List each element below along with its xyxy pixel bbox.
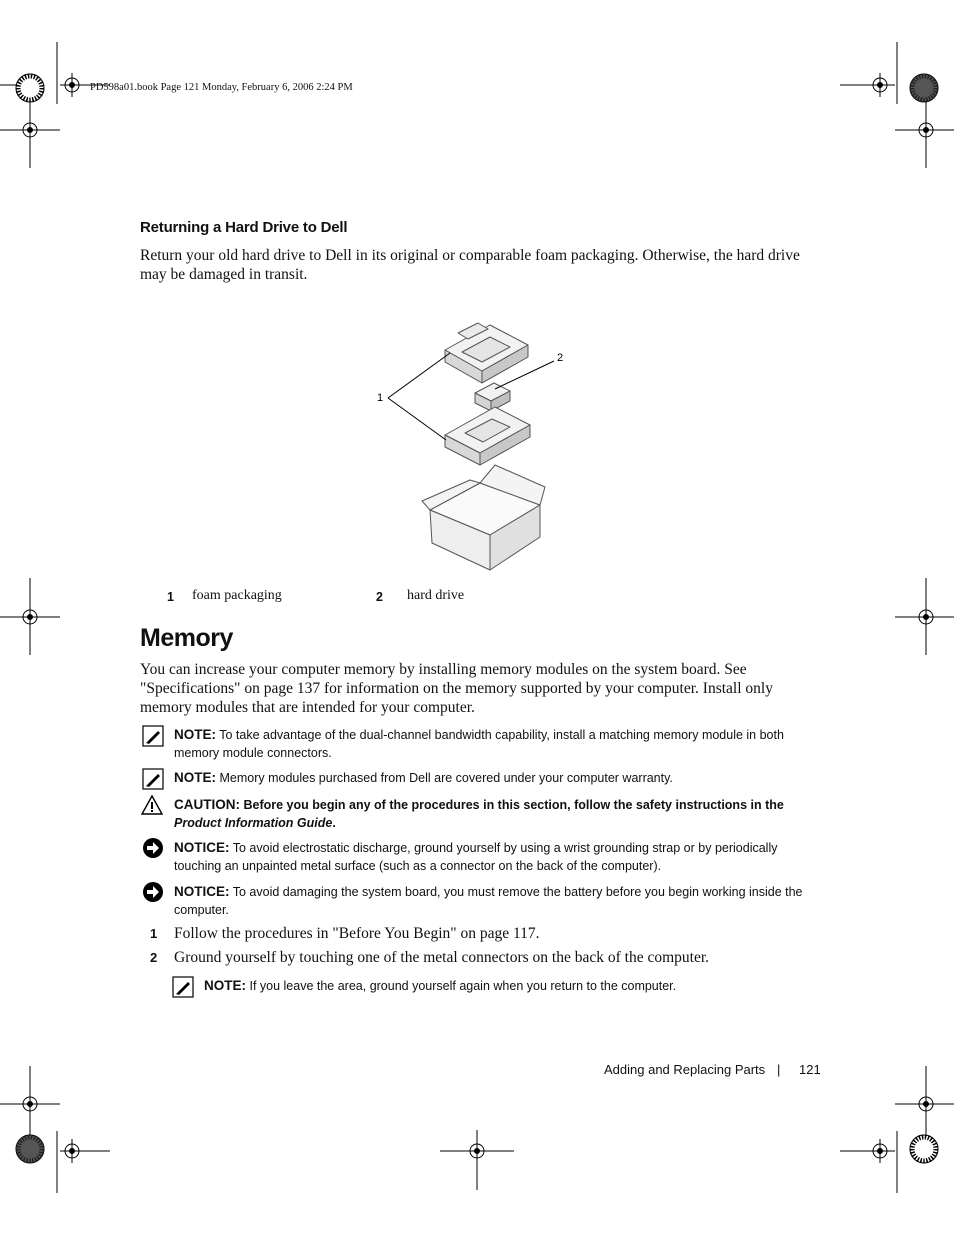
returning-hard-drive-paragraph: Return your old hard drive to Dell in its original or comparable foam packaging. Otherwise, the hard drive may be damaged in transit. xyxy=(140,247,800,283)
legend-text-foam-packaging: foam packaging xyxy=(192,588,282,603)
packaging-illustration xyxy=(370,315,570,575)
footer-section-title: Adding and Replacing Parts xyxy=(604,1062,766,1077)
section-heading-memory: Memory xyxy=(140,624,233,652)
memory-intro-paragraph: You can increase your computer memory by installing memory modules on the system board. See "Specifications" on page 137 for information on the memory supported by your computer. Install only memory modules that are intended for your computer. xyxy=(140,661,773,716)
footer-separator: | xyxy=(777,1062,781,1077)
notice-arrow-icon xyxy=(142,881,164,903)
callout-2: 2 xyxy=(557,352,564,364)
page-number: 121 xyxy=(799,1062,821,1077)
section-heading-returning-hard-drive: Returning a Hard Drive to Dell xyxy=(140,219,348,236)
legend-text-hard-drive: hard drive xyxy=(407,588,465,603)
caution-safety-instructions: CAUTION: Before you begin any of the procedures in this section, follow the safety instructions in the Product Information Guide. xyxy=(174,797,784,830)
legend-num-2: 2 xyxy=(376,590,383,604)
note-leave-area: NOTE: If you leave the area, ground yourself again when you return to the computer. xyxy=(204,978,677,993)
note-dual-channel: NOTE: To take advantage of the dual-channel bandwidth capability, install a matching memory module in both memory module connectors. xyxy=(174,727,784,760)
note-warranty: NOTE: Memory modules purchased from Dell are covered under your computer warranty. xyxy=(174,770,673,785)
notice-arrow-icon xyxy=(142,837,164,859)
book-running-header: PD598a01.book Page 121 Monday, February 6, 2006 2:24 PM xyxy=(90,82,353,93)
legend-num-1: 1 xyxy=(167,590,174,604)
note-pencil-icon xyxy=(142,768,164,790)
caution-triangle-icon xyxy=(141,794,163,816)
notice-electrostatic-discharge: NOTICE: To avoid electrostatic discharge, ground yourself by using a wrist grounding strap or by periodically touching an unpainted metal surface (such as a connector on the back of the computer). xyxy=(174,840,778,873)
notice-remove-battery: NOTICE: To avoid damaging the system board, you must remove the battery before you begin working inside the computer. xyxy=(174,884,803,917)
note-pencil-icon xyxy=(172,976,194,998)
step-2: 2 Ground yourself by touching one of the metal connectors on the back of the computer. xyxy=(150,949,710,966)
callout-1: 1 xyxy=(377,392,384,404)
note-pencil-icon xyxy=(142,725,164,747)
step-1: 1 Follow the procedures in "Before You Begin" on page 117. xyxy=(150,925,540,942)
